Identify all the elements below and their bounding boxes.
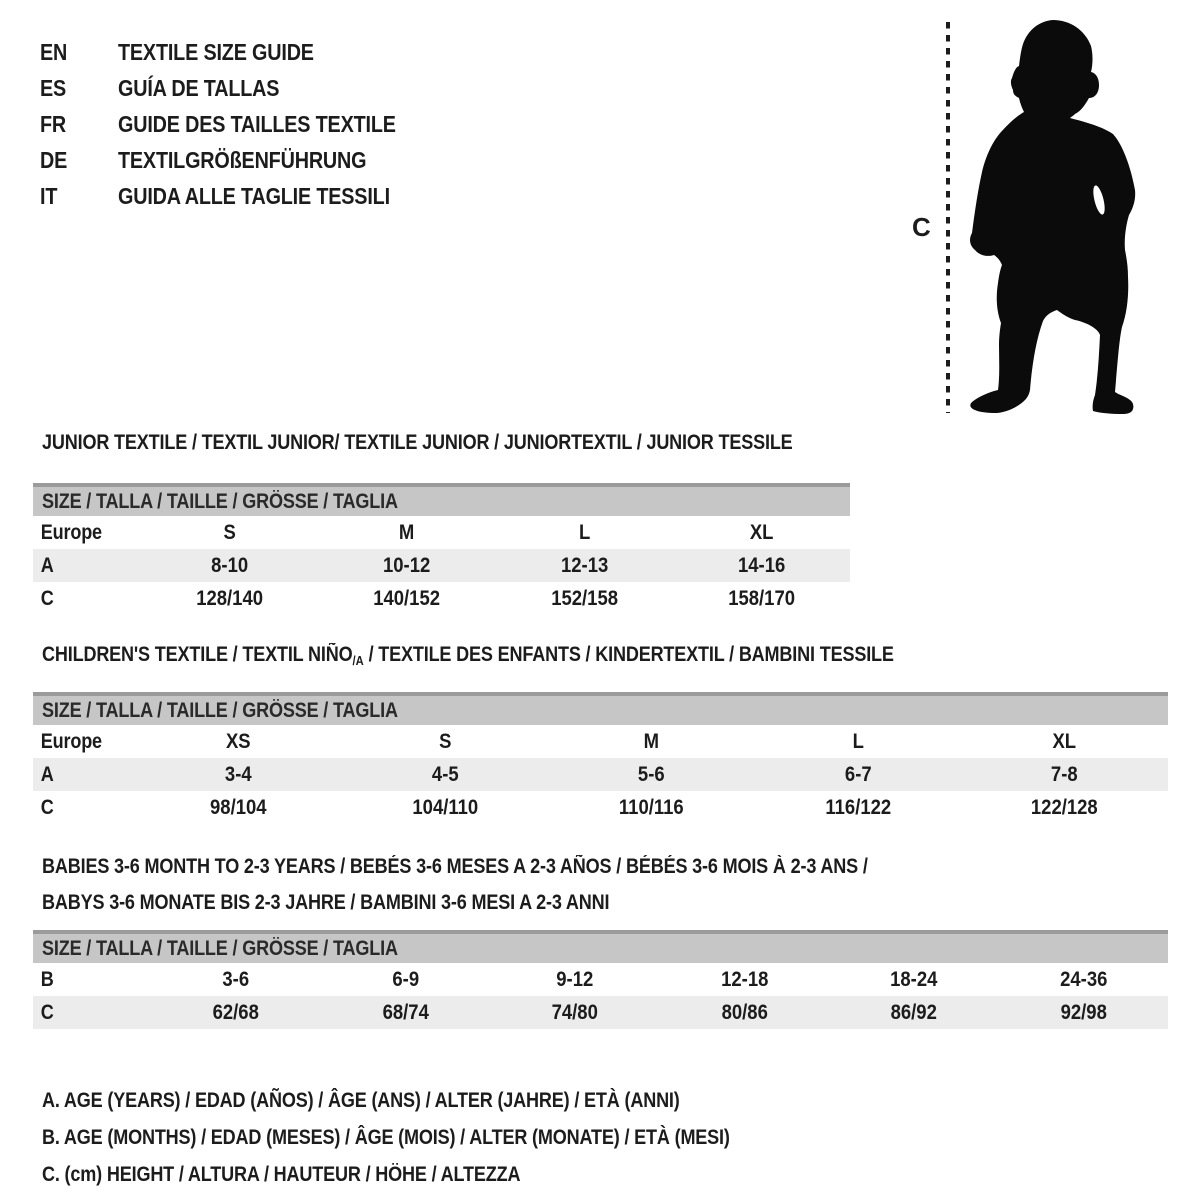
row-label: Europe <box>40 729 102 753</box>
language-code: DE <box>40 146 68 173</box>
height-cell: 104/110 <box>411 795 478 819</box>
height-cell: 122/128 <box>1031 795 1099 819</box>
months-cell: 3-6 <box>222 967 250 991</box>
age-cell: 5-6 <box>638 762 665 786</box>
size-cell: M <box>643 729 660 753</box>
height-cell: 128/140 <box>196 586 264 610</box>
language-row <box>40 178 441 214</box>
size-header-label: SIZE / TALLA / TAILLE / GRÖSSE / TAGLIA <box>42 698 398 722</box>
age-cell: 7-8 <box>1051 762 1079 786</box>
toddler-silhouette-icon <box>970 20 1135 414</box>
table-row-age <box>33 758 1168 791</box>
size-cell: XS <box>225 729 251 753</box>
junior-section-title: JUNIOR TEXTILE / TEXTIL JUNIOR/ TEXTILE JUNIOR / JUNIORTEXTIL / JUNIOR TESSILE <box>42 431 793 454</box>
height-cell: 62/68 <box>212 1000 259 1024</box>
children-title-suffix: / TEXTILE DES ENFANTS / KINDERTEXTIL / BAMBINI TESSILE <box>363 643 894 666</box>
children-section-title <box>42 642 894 669</box>
age-cell: 3-4 <box>224 762 252 786</box>
language-row <box>40 142 441 178</box>
language-row <box>40 70 441 106</box>
table-row-age <box>33 549 850 582</box>
row-label: C <box>40 1000 54 1024</box>
children-title-prefix: CHILDREN'S TEXTILE / TEXTIL NIÑO <box>42 643 353 666</box>
legend-line-height-cm <box>42 1156 842 1193</box>
size-header-bar <box>33 692 1168 725</box>
months-cell: 12-18 <box>720 967 768 991</box>
guide-title: TEXTILE SIZE GUIDE <box>118 38 314 65</box>
legend-line-age-years <box>42 1082 842 1119</box>
age-cell: 6-7 <box>844 762 872 786</box>
children-size-table <box>33 692 1168 824</box>
table-row-height <box>33 996 1168 1029</box>
height-dimension-label: C <box>912 212 931 242</box>
babies-size-table <box>33 930 1168 1029</box>
babies-title-line1: BABIES 3-6 MONTH TO 2-3 YEARS / BEBÉS 3-6 MESES A 2-3 AÑOS / BÉBÉS 3-6 MOIS À 2-3 ANS / <box>42 854 868 878</box>
age-cell: 4-5 <box>431 762 459 786</box>
guide-title: GUÍA DE TALLAS <box>118 74 280 101</box>
guide-title: TEXTILGRÖßENFÜHRUNG <box>118 146 367 173</box>
row-label: Europe <box>40 520 102 544</box>
legend-text: A. AGE (YEARS) / EDAD (AÑOS) / ÂGE (ANS) / ALTER (JAHRE) / ETÀ (ANNI) <box>42 1088 680 1112</box>
legend-text: B. AGE (MONTHS) / EDAD (MESES) / ÂGE (MOIS) / ALTER (MONATE) / ETÀ (MESI) <box>42 1125 730 1149</box>
size-header-label: SIZE / TALLA / TAILLE / GRÖSSE / TAGLIA <box>42 936 398 960</box>
size-cell: XL <box>1052 729 1077 753</box>
language-code: ES <box>40 74 67 101</box>
age-cell: 8-10 <box>211 553 249 577</box>
babies-section-title <box>42 848 1002 920</box>
height-cell: 140/152 <box>373 586 441 610</box>
height-cell: 74/80 <box>551 1000 598 1024</box>
language-row <box>40 106 441 142</box>
language-code: EN <box>40 38 68 65</box>
table-row-months <box>33 963 1168 996</box>
table-row-height <box>33 791 1168 824</box>
height-cell: 110/116 <box>619 795 684 819</box>
guide-title: GUIDA ALLE TAGLIE TESSILI <box>118 182 390 209</box>
row-label: A <box>40 762 54 786</box>
months-cell: 9-12 <box>556 967 594 991</box>
height-cell: 152/158 <box>550 586 618 610</box>
row-label: A <box>40 553 54 577</box>
height-cell: 92/98 <box>1060 1000 1107 1024</box>
junior-size-table <box>33 483 850 615</box>
size-cell: S <box>223 520 236 544</box>
babies-title-line2: BABYS 3-6 MONATE BIS 2-3 JAHRE / BAMBINI 3-6 MESI A 2-3 ANNI <box>42 890 610 914</box>
row-label: C <box>40 795 54 819</box>
months-cell: 18-24 <box>890 967 938 991</box>
size-header-bar <box>33 930 1168 963</box>
months-cell: 6-9 <box>391 967 419 991</box>
table-row-height <box>33 582 850 615</box>
language-code: IT <box>40 182 58 209</box>
language-row <box>40 34 441 70</box>
legend-line-age-months <box>42 1119 842 1156</box>
legend <box>42 1082 842 1193</box>
size-header-label: SIZE / TALLA / TAILLE / GRÖSSE / TAGLIA <box>42 489 398 513</box>
age-cell: 10-12 <box>383 553 431 577</box>
size-cell: L <box>852 729 864 753</box>
size-cell: L <box>578 520 590 544</box>
months-cell: 24-36 <box>1059 967 1107 991</box>
table-row-europe <box>33 516 850 549</box>
guide-title: GUIDE DES TAILLES TEXTILE <box>118 110 396 137</box>
table-row-europe <box>33 725 1168 758</box>
row-label: C <box>40 586 54 610</box>
language-title-list <box>40 34 441 214</box>
age-cell: 14-16 <box>737 553 786 577</box>
height-cell: 116/122 <box>825 795 891 819</box>
legend-text: C. (cm) HEIGHT / ALTURA / HAUTEUR / HÖHE / ALTEZZA <box>42 1162 521 1186</box>
size-cell: M <box>399 520 415 544</box>
height-cell: 86/92 <box>890 1000 937 1024</box>
height-cell: 98/104 <box>210 795 267 819</box>
height-figure-graphic <box>905 10 1150 430</box>
height-cell: 158/170 <box>727 586 795 610</box>
height-cell: 68/74 <box>382 1000 429 1024</box>
row-label: B <box>40 967 54 991</box>
height-cell: 80/86 <box>721 1000 768 1024</box>
age-cell: 12-13 <box>560 553 608 577</box>
language-code: FR <box>40 110 67 137</box>
size-header-bar <box>33 483 850 516</box>
children-title-subscript: /A <box>352 652 364 668</box>
size-cell: XL <box>749 520 774 544</box>
size-cell: S <box>438 729 452 753</box>
